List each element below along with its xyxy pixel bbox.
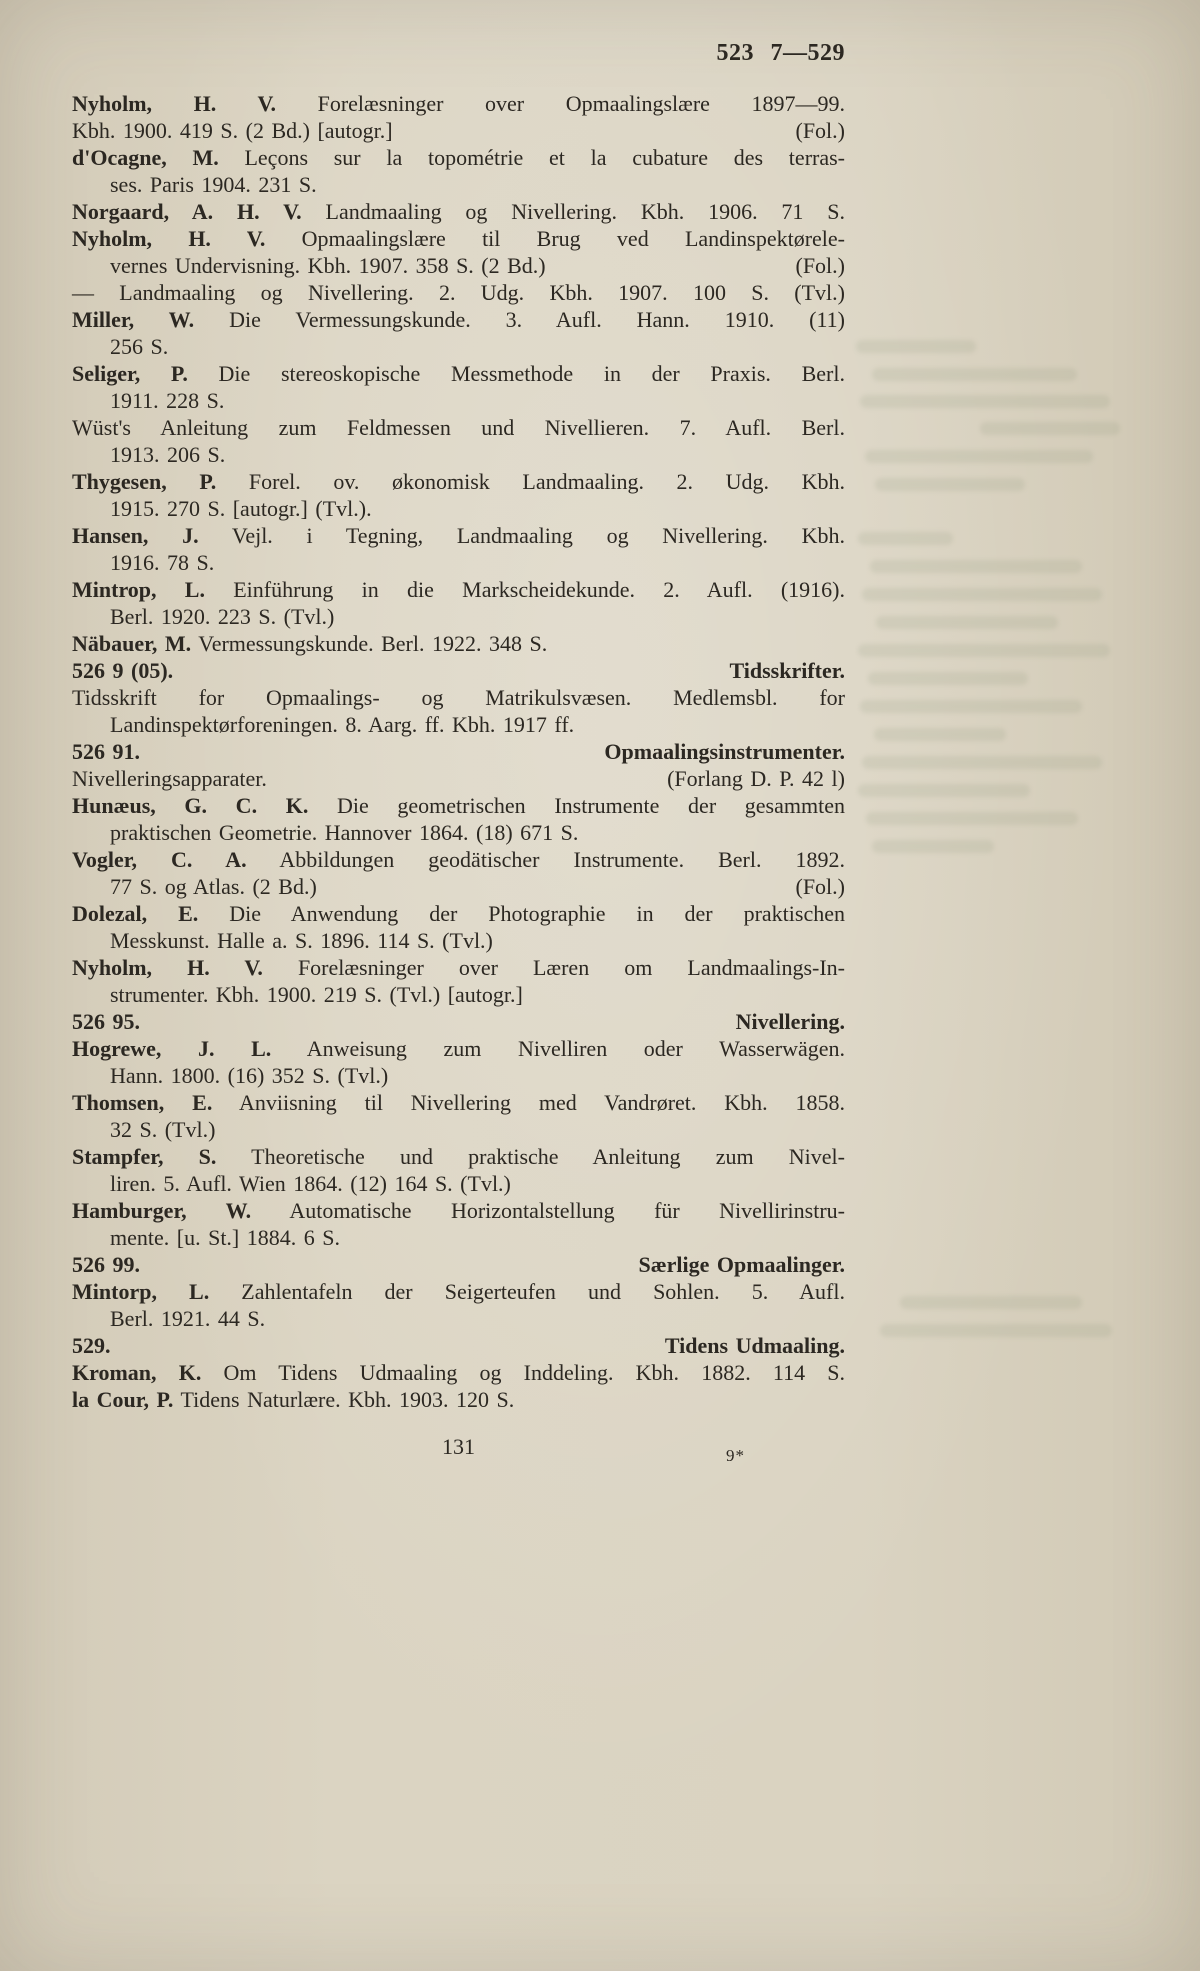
section-classmark — [72, 738, 140, 765]
catalog-entry-line — [72, 900, 845, 927]
section-classmark — [72, 1332, 111, 1359]
entry-author: Nyholm, H. V. — [72, 955, 263, 980]
entry-author: Kroman, K. — [72, 1360, 202, 1385]
catalog-entry-line — [72, 954, 845, 981]
entry-body-text: Tidens Naturlære. Kbh. 1903. 120 S. — [173, 1387, 515, 1412]
entry-body-text: Vermessungskunde. Berl. 1922. 348 S. — [191, 631, 548, 656]
catalog-entry-line — [72, 1224, 845, 1251]
bleedthrough-smudge — [875, 478, 1025, 491]
entry-body-text: Forelæsninger over Opmaalingslære 1897—99. — [276, 91, 845, 116]
catalog-entry-line — [72, 1143, 845, 1170]
entry-body-text: 77 S. og Atlas. (2 Bd.) — [110, 874, 317, 899]
bleedthrough-smudge — [868, 672, 1028, 685]
entry-body-text: Kbh. 1900. 419 S. (2 Bd.) [autogr.] — [72, 118, 393, 143]
catalog-entry-line — [72, 765, 845, 792]
entry-body-text: Om Tidens Udmaaling og Inddeling. Kbh. 1882. 114 S. — [201, 1360, 846, 1385]
section-classmark — [72, 657, 173, 684]
entry-body-text: Die stereoskopische Messmethode in der Praxis. Berl. — [187, 361, 845, 386]
bleedthrough-smudge — [862, 756, 1102, 769]
entry-author: Stampfer, S. — [72, 1144, 217, 1169]
catalog-entry-line — [72, 360, 845, 387]
entry-author: 526 95. — [72, 1009, 140, 1034]
entry-body-text: Zahlentafeln der Seigerteufen und Sohlen. 5. Aufl. — [209, 1279, 845, 1304]
entry-author: Hansen, J. — [72, 523, 199, 548]
entry-format-note: (Forlang D. P. 42 l) — [667, 766, 845, 791]
section-heading-line — [72, 738, 845, 765]
entry-author: 526 99. — [72, 1252, 140, 1277]
entry-body-text: 1913. 206 S. — [110, 442, 226, 467]
catalog-entry-line — [72, 495, 845, 522]
bleedthrough-smudge — [900, 1296, 1082, 1309]
entry-body-text: mente. [u. St.] 1884. 6 S. — [110, 1225, 340, 1250]
entry-body-text: Anweisung zum Nivelliren oder Wasserwägen. — [271, 1036, 845, 1061]
bleedthrough-smudge — [860, 395, 1110, 408]
section-title: Nivellering. — [735, 1009, 845, 1034]
entry-body-text: 1916. 78 S. — [110, 550, 215, 575]
entry-author: Mintorp, L. — [72, 1279, 210, 1304]
catalog-entry-line — [72, 1359, 845, 1386]
entry-body-text: Anviisning til Nivellering med Vandrøret. Kbh. 1858. — [212, 1090, 845, 1115]
catalog-entry-line — [72, 630, 845, 657]
entry-body-text: Leçons sur la topométrie et la cubature des terras- — [218, 145, 845, 170]
bleedthrough-smudge — [858, 532, 953, 545]
bleedthrough-smudge — [872, 840, 994, 853]
entry-body-text: Landmaaling og Nivellering. Kbh. 1906. 71 S. — [301, 199, 846, 224]
section-title: Tidsskrifter. — [729, 658, 845, 683]
entry-body-text: 1911. 228 S. — [110, 388, 225, 413]
entry-author: Nyholm, H. V. — [72, 226, 266, 251]
catalog-entry-line — [72, 414, 845, 441]
entry-format-note: (Fol.) — [795, 118, 845, 143]
entry-body-text: vernes Undervisning. Kbh. 1907. 358 S. (2 Bd.) — [110, 253, 546, 278]
bleedthrough-smudge — [862, 588, 1102, 601]
catalog-entry-line — [72, 1386, 845, 1413]
entry-format-note: (Fol.) — [795, 253, 845, 278]
bleedthrough-smudge — [872, 368, 1077, 381]
section-classmark — [72, 1251, 140, 1278]
section-heading-line — [72, 1008, 845, 1035]
bleedthrough-smudge — [856, 340, 976, 353]
entry-author: Seliger, P. — [72, 361, 188, 386]
page-number: 131 — [442, 1434, 475, 1459]
entry-body-text: praktischen Geometrie. Hannover 1864. (18) 671 S. — [110, 820, 579, 845]
entry-body-text: Messkunst. Halle a. S. 1896. 114 S. (Tvl.) — [110, 928, 493, 953]
catalog-entry-line — [72, 1197, 845, 1224]
entry-body-text: Die Vermessungskunde. 3. Aufl. Hann. 1910. (11) — [194, 307, 845, 332]
catalog-entry-line — [72, 1170, 845, 1197]
entry-body-text: Theoretische und praktische Anleitung zum Nivel- — [216, 1144, 845, 1169]
entry-body-text: Berl. 1920. 223 S. (Tvl.) — [110, 604, 335, 629]
section-heading-line — [72, 1251, 845, 1278]
catalog-lines — [72, 90, 845, 1413]
catalog-entry-line — [72, 225, 845, 252]
catalog-entry-line — [72, 846, 845, 873]
entry-text — [72, 765, 267, 792]
entry-text — [110, 252, 546, 279]
entry-body-text: Abbildungen geodätischer Instrumente. Berl. 1892. — [246, 847, 845, 872]
entry-body-text: Tidsskrift for Opmaalings- og Matrikulsvæsen. Medlemsbl. for — [72, 685, 845, 710]
bleedthrough-smudge — [870, 560, 1082, 573]
catalog-entry-line — [72, 927, 845, 954]
bleedthrough-smudge — [876, 616, 1058, 629]
section-title: Tidens Udmaaling. — [664, 1333, 845, 1358]
catalog-entry-line — [72, 1116, 845, 1143]
catalog-entry-line — [72, 981, 845, 1008]
catalog-entry-line — [72, 684, 845, 711]
entry-body-text: 32 S. (Tvl.) — [110, 1117, 216, 1142]
bleedthrough-smudge — [865, 450, 1093, 463]
entry-author: Norgaard, A. H. V. — [72, 199, 302, 224]
catalog-entry-line — [72, 603, 845, 630]
entry-body-text: Berl. 1921. 44 S. — [110, 1306, 266, 1331]
entry-author: 526 91. — [72, 739, 140, 764]
entry-author: Hogrewe, J. L. — [72, 1036, 272, 1061]
entry-body-text: — Landmaaling og Nivellering. 2. Udg. Kbh. 1907. 100 S. (Tvl.) — [72, 280, 845, 305]
entry-body-text: Vejl. i Tegning, Landmaaling og Nivellering. Kbh. — [198, 523, 845, 548]
page-header-classmark: 523 7—529 — [716, 40, 845, 66]
entry-author: d'Ocagne, M. — [72, 145, 219, 170]
catalog-entry-line — [72, 387, 845, 414]
catalog-entry-line — [72, 792, 845, 819]
entry-body-text: ses. Paris 1904. 231 S. — [110, 172, 317, 197]
section-heading-line — [72, 657, 845, 684]
entry-body-text: Forel. ov. økonomisk Landmaaling. 2. Udg. Kbh. — [216, 469, 846, 494]
entry-body-text: Nivelleringsapparater. — [72, 766, 267, 791]
catalog-entry-line — [72, 468, 845, 495]
catalog-entry-line — [72, 117, 845, 144]
bleedthrough-smudge — [858, 784, 1030, 797]
entry-body-text: Einführung in die Markscheidekunde. 2. Aufl. (1916). — [204, 577, 846, 602]
catalog-entry-line — [72, 198, 845, 225]
section-title: Opmaalingsinstrumenter. — [604, 739, 845, 764]
bleedthrough-smudge — [880, 1324, 1112, 1337]
entry-body-text: Die geometrischen Instrumente der gesammten — [308, 793, 845, 818]
entry-author: Thomsen, E. — [72, 1090, 213, 1115]
catalog-entry-line — [72, 90, 845, 117]
catalog-entry-line — [72, 252, 845, 279]
entry-body-text: 1915. 270 S. [autogr.] (Tvl.). — [110, 496, 372, 521]
entry-text — [72, 117, 393, 144]
bleedthrough-smudge — [858, 644, 1110, 657]
entry-body-text: Wüst's Anleitung zum Feldmessen und Nivellieren. 7. Aufl. Berl. — [72, 415, 845, 440]
bleedthrough-smudge — [866, 812, 1078, 825]
entry-author: Nyholm, H. V. — [72, 91, 276, 116]
entry-author: 529. — [72, 1333, 111, 1358]
bleedthrough-smudge — [980, 422, 1120, 435]
entry-body-text: Automatische Horizontalstellung für Nivellirinstru- — [251, 1198, 845, 1223]
catalog-entry-line — [72, 1278, 845, 1305]
bleedthrough-smudge — [874, 728, 1006, 741]
bleedthrough-smudge — [860, 700, 1082, 713]
section-title: Særlige Opmaalinger. — [638, 1252, 845, 1277]
entry-body-text: Opmaalingslære til Brug ved Landinspektørele- — [265, 226, 846, 251]
entry-format-note: (Fol.) — [795, 874, 845, 899]
catalog-entry-line — [72, 873, 845, 900]
catalog-entry-line — [72, 1305, 845, 1332]
entry-author: 526 9 (05). — [72, 658, 174, 683]
entry-body-text: Die Anwendung der Photographie in der praktischen — [198, 901, 845, 926]
entry-body-text: strumenter. Kbh. 1900. 219 S. (Tvl.) [autogr.] — [110, 982, 523, 1007]
catalog-entry-line — [72, 549, 845, 576]
catalog-entry-line — [72, 306, 845, 333]
catalog-entry-line — [72, 279, 845, 306]
entry-body-text: liren. 5. Aufl. Wien 1864. (12) 164 S. (Tvl.) — [110, 1171, 511, 1196]
catalog-entry-line — [72, 333, 845, 360]
entry-body-text: Hann. 1800. (16) 352 S. (Tvl.) — [110, 1063, 389, 1088]
entry-author: Hunæus, G. C. K. — [72, 793, 309, 818]
entry-author: Dolezal, E. — [72, 901, 199, 926]
catalog-entry-line — [72, 819, 845, 846]
entry-body-text: 256 S. — [110, 334, 169, 359]
entry-author: Vogler, C. A. — [72, 847, 247, 872]
entry-author: Näbauer, M. — [72, 631, 192, 656]
catalog-entry-line — [72, 1062, 845, 1089]
entry-body-text: Forelæsninger over Læren om Landmaalings-In- — [262, 955, 845, 980]
entry-author: la Cour, P. — [72, 1387, 174, 1412]
entry-author: Hamburger, W. — [72, 1198, 252, 1223]
catalog-entry-line — [72, 576, 845, 603]
section-classmark — [72, 1008, 140, 1035]
catalog-entry-line — [72, 171, 845, 198]
entry-text — [110, 873, 317, 900]
catalog-entry-line — [72, 144, 845, 171]
catalog-entry-line — [72, 1035, 845, 1062]
printer-signature: 9* — [726, 1446, 745, 1465]
entry-author: Miller, W. — [72, 307, 195, 332]
catalog-entry-line — [72, 441, 845, 468]
catalog-entry-line — [72, 522, 845, 549]
section-heading-line — [72, 1332, 845, 1359]
entry-author: Thygesen, P. — [72, 469, 217, 494]
catalog-entry-line — [72, 711, 845, 738]
entry-body-text: Landinspektørforeningen. 8. Aarg. ff. Kbh. 1917 ff. — [110, 712, 575, 737]
entry-author: Mintrop, L. — [72, 577, 205, 602]
catalog-entry-line — [72, 1089, 845, 1116]
